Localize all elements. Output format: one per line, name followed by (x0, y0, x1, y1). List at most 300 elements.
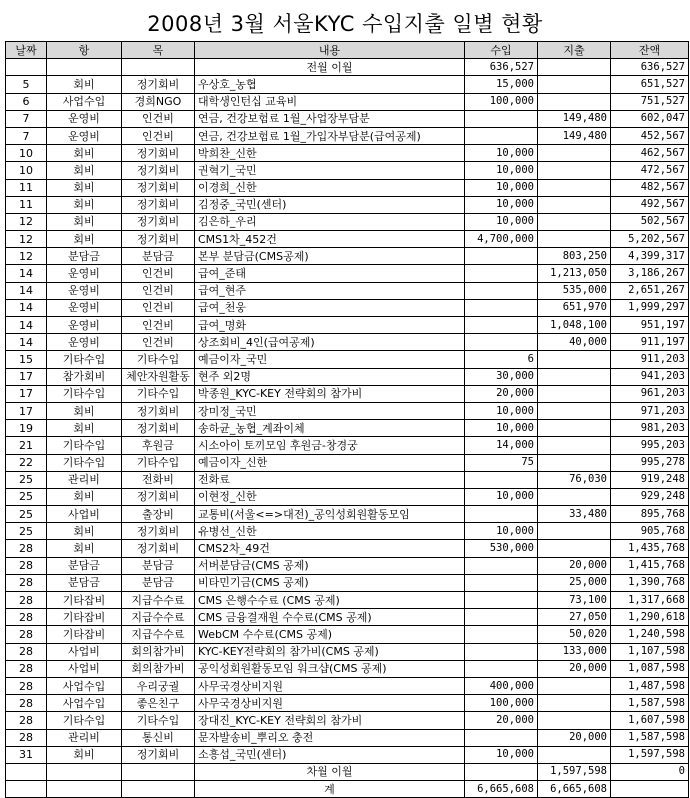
cell-hang: 사업수입 (47, 695, 122, 712)
cell-hang: 회비 (47, 231, 122, 248)
carryover-balance: 0 (611, 763, 689, 780)
table-row (6, 677, 689, 694)
cell-hang: 회비 (47, 162, 122, 179)
cell-mok: 인건비 (122, 282, 195, 299)
cell-hang: 사업수입 (47, 677, 122, 694)
cell-income: 10,000 (465, 420, 538, 437)
cell-date: 17 (6, 385, 47, 402)
cell-date: 14 (6, 334, 47, 351)
cell-date: 28 (6, 643, 47, 660)
cell-balance: 1,240,598 (611, 626, 689, 643)
table-row (6, 420, 689, 437)
cell-expense: 149,480 (538, 127, 611, 144)
cell-expense (538, 368, 611, 385)
cell-mok: 출장비 (122, 506, 195, 523)
cell-date: 10 (6, 145, 47, 162)
cell-balance: 911,197 (611, 334, 689, 351)
cell-balance: 995,278 (611, 454, 689, 471)
cell-mok: 분담금 (122, 557, 195, 574)
cell-mok: 회의참가비 (122, 660, 195, 677)
cell-balance: 1,290,618 (611, 609, 689, 626)
cell-hang: 회비 (47, 179, 122, 196)
cell-description: 전화료 (195, 471, 465, 488)
cell-date: 12 (6, 213, 47, 230)
cell-date: 7 (6, 110, 47, 127)
cell-mok: 정기회비 (122, 196, 195, 213)
cell-hang: 회비 (47, 213, 122, 230)
cell-balance: 452,567 (611, 127, 689, 144)
cell-mok: 분담금 (122, 574, 195, 591)
table-row (6, 609, 689, 626)
table-row (6, 660, 689, 677)
cell-income: 6 (465, 351, 538, 368)
cell-description: 급여_천웅 (195, 299, 465, 316)
cell-mok: 우리궁궐 (122, 677, 195, 694)
cell-date: 19 (6, 420, 47, 437)
cell-expense (538, 454, 611, 471)
cell-hang: 기타수입 (47, 454, 122, 471)
cell-expense: 33,480 (538, 506, 611, 523)
cell-income: 10,000 (465, 523, 538, 540)
cell-expense: 133,000 (538, 643, 611, 660)
cell-date: 5 (6, 76, 47, 93)
cell-income: 10,000 (465, 402, 538, 419)
cell-mok: 인건비 (122, 110, 195, 127)
cell-balance: 651,527 (611, 76, 689, 93)
cell-hang: 기타잡비 (47, 609, 122, 626)
cell-income: 14,000 (465, 437, 538, 454)
cell-date: 28 (6, 557, 47, 574)
opening-balance-row (6, 59, 689, 76)
cell-description: CMS1차_452건 (195, 231, 465, 248)
table-row (6, 471, 689, 488)
cell-date: 28 (6, 609, 47, 626)
cell-date: 12 (6, 248, 47, 265)
cell-balance: 1,587,598 (611, 695, 689, 712)
table-row (6, 265, 689, 282)
cell-balance: 971,203 (611, 402, 689, 419)
cell-balance: 905,768 (611, 523, 689, 540)
cell-income: 75 (465, 454, 538, 471)
cell-expense: 20,000 (538, 557, 611, 574)
cell-mok: 정기회비 (122, 231, 195, 248)
header-income: 수입 (465, 42, 538, 59)
cell-mok: 지급수수료 (122, 609, 195, 626)
cell-balance: 4,399,317 (611, 248, 689, 265)
cell-expense (538, 76, 611, 93)
cell-balance: 911,203 (611, 351, 689, 368)
cell-balance: 502,567 (611, 213, 689, 230)
cell-date: 12 (6, 231, 47, 248)
table-row (6, 351, 689, 368)
cell-description: 예금이자_신한 (195, 454, 465, 471)
table-row (6, 317, 689, 334)
cell-date: 6 (6, 93, 47, 110)
cell-income: 10,000 (465, 488, 538, 505)
ledger-table (5, 41, 689, 798)
cell-balance: 941,203 (611, 368, 689, 385)
cell-expense (538, 145, 611, 162)
cell-mok: 체안자원활동 (122, 368, 195, 385)
cell-income (465, 574, 538, 591)
cell-expense (538, 213, 611, 230)
cell-income: 530,000 (465, 540, 538, 557)
cell-date: 31 (6, 746, 47, 763)
table-row (6, 145, 689, 162)
cell-hang: 사업수입 (47, 93, 122, 110)
cell-balance: 1,587,598 (611, 729, 689, 746)
cell-income (465, 299, 538, 316)
cell-balance: 951,197 (611, 317, 689, 334)
cell-income: 10,000 (465, 213, 538, 230)
cell-balance: 482,567 (611, 179, 689, 196)
cell-balance: 462,567 (611, 145, 689, 162)
cell-mok: 경희NGO (122, 93, 195, 110)
table-row (6, 179, 689, 196)
cell-expense: 50,020 (538, 626, 611, 643)
header-balance: 잔액 (611, 42, 689, 59)
table-row (6, 729, 689, 746)
cell-mok: 전화비 (122, 471, 195, 488)
cell-expense (538, 488, 611, 505)
cell-description: 이현정_신한 (195, 488, 465, 505)
cell-hang: 회비 (47, 196, 122, 213)
cell-hang: 사업비 (47, 660, 122, 677)
cell-description: 이경희_신한 (195, 179, 465, 196)
table-row (6, 248, 689, 265)
cell-mok: 후원금 (122, 437, 195, 454)
cell-mok: 인건비 (122, 317, 195, 334)
cell-income (465, 626, 538, 643)
table-row (6, 402, 689, 419)
cell-income: 10,000 (465, 145, 538, 162)
cell-expense (538, 677, 611, 694)
cell-balance: 995,203 (611, 437, 689, 454)
table-row (6, 695, 689, 712)
cell-description: 현주 외2명 (195, 368, 465, 385)
cell-date: 28 (6, 729, 47, 746)
cell-hang: 기타수입 (47, 385, 122, 402)
table-row (6, 626, 689, 643)
cell-expense (538, 93, 611, 110)
table-row (6, 454, 689, 471)
cell-mok: 좋은친구 (122, 695, 195, 712)
cell-income (465, 110, 538, 127)
table-row (6, 540, 689, 557)
cell-description: 공익성회원활동모임 워크샵(CMS 공제) (195, 660, 465, 677)
cell-balance: 1,415,768 (611, 557, 689, 574)
cell-income (465, 248, 538, 265)
cell-income (465, 592, 538, 609)
cell-expense: 25,000 (538, 574, 611, 591)
cell-description: 김은하_우리 (195, 213, 465, 230)
cell-date: 17 (6, 368, 47, 385)
cell-description: 급여_명화 (195, 317, 465, 334)
header-row (6, 42, 689, 59)
cell-date: 25 (6, 488, 47, 505)
cell-income: 100,000 (465, 93, 538, 110)
cell-income (465, 265, 538, 282)
cell-mok: 정기회비 (122, 488, 195, 505)
cell-mok: 인건비 (122, 127, 195, 144)
cell-balance: 3,186,267 (611, 265, 689, 282)
cell-balance: 919,248 (611, 471, 689, 488)
cell-description: 박희찬_신한 (195, 145, 465, 162)
cell-expense: 651,970 (538, 299, 611, 316)
cell-hang: 운영비 (47, 127, 122, 144)
opening-label: 전월 이월 (195, 59, 465, 76)
table-row (6, 523, 689, 540)
cell-description: CMS2차_49건 (195, 540, 465, 557)
total-row (6, 781, 689, 798)
cell-description: 송하균_농협_계좌이체 (195, 420, 465, 437)
cell-date: 21 (6, 437, 47, 454)
carryover-expense: 1,597,598 (538, 763, 611, 780)
header-date: 날짜 (6, 42, 47, 59)
cell-expense: 149,480 (538, 110, 611, 127)
cell-date: 28 (6, 626, 47, 643)
cell-balance: 1,435,768 (611, 540, 689, 557)
cell-hang: 참가회비 (47, 368, 122, 385)
page-title: 2008년 3월 서울KYC 수입지출 일별 현황 (147, 12, 543, 36)
cell-expense (538, 420, 611, 437)
cell-hang: 회비 (47, 488, 122, 505)
cell-date: 7 (6, 127, 47, 144)
table-row (6, 162, 689, 179)
cell-balance: 929,248 (611, 488, 689, 505)
cell-hang: 회비 (47, 145, 122, 162)
cell-date: 28 (6, 574, 47, 591)
cell-income (465, 317, 538, 334)
cell-date: 28 (6, 677, 47, 694)
header-description: 내용 (195, 42, 465, 59)
header-mok: 목 (122, 42, 195, 59)
cell-balance: 1,487,598 (611, 677, 689, 694)
cell-expense: 76,030 (538, 471, 611, 488)
cell-description: 급여_준태 (195, 265, 465, 282)
cell-hang: 사업비 (47, 506, 122, 523)
cell-balance: 5,202,567 (611, 231, 689, 248)
cell-expense: 803,250 (538, 248, 611, 265)
cell-date: 17 (6, 402, 47, 419)
cell-balance: 961,203 (611, 385, 689, 402)
header-hang: 항 (47, 42, 122, 59)
cell-date: 28 (6, 592, 47, 609)
cell-mok: 지급수수료 (122, 626, 195, 643)
cell-hang: 회비 (47, 420, 122, 437)
cell-income: 10,000 (465, 179, 538, 196)
cell-description: 우상호_농협 (195, 76, 465, 93)
cell-mok: 기타수입 (122, 712, 195, 729)
cell-hang: 사업비 (47, 643, 122, 660)
cell-expense (538, 712, 611, 729)
opening-income: 636,527 (465, 59, 538, 76)
table-row (6, 385, 689, 402)
cell-mok: 정기회비 (122, 746, 195, 763)
cell-expense (538, 523, 611, 540)
cell-description: 연금, 건강보험료 1월_사업장부담분 (195, 110, 465, 127)
cell-hang: 회비 (47, 76, 122, 93)
cell-description: 김정중_국민(센터) (195, 196, 465, 213)
cell-hang: 운영비 (47, 299, 122, 316)
table-row (6, 93, 689, 110)
cell-description: 유병선_신한 (195, 523, 465, 540)
table-row (6, 334, 689, 351)
cell-hang: 분담금 (47, 574, 122, 591)
cell-expense: 27,050 (538, 609, 611, 626)
cell-date: 28 (6, 540, 47, 557)
cell-balance: 1,317,668 (611, 592, 689, 609)
total-label: 계 (195, 781, 465, 798)
cell-balance: 1,597,598 (611, 746, 689, 763)
cell-balance: 981,203 (611, 420, 689, 437)
carryover-row (6, 763, 689, 780)
cell-description: WebCM 수수료(CMS 공제) (195, 626, 465, 643)
cell-description: 박종원_KYC-KEY 전략회의 참가비 (195, 385, 465, 402)
cell-description: 소흥섭_국민(센터) (195, 746, 465, 763)
cell-expense (538, 746, 611, 763)
cell-expense (538, 231, 611, 248)
cell-description: 상조회비_4인(급여공제) (195, 334, 465, 351)
cell-income: 20,000 (465, 712, 538, 729)
cell-balance: 602,047 (611, 110, 689, 127)
cell-hang: 회비 (47, 523, 122, 540)
cell-description: 예금이자_국민 (195, 351, 465, 368)
cell-hang: 기타수입 (47, 351, 122, 368)
cell-hang: 운영비 (47, 110, 122, 127)
table-row (6, 643, 689, 660)
table-row (6, 437, 689, 454)
cell-date: 14 (6, 317, 47, 334)
total-income: 6,665,608 (465, 781, 538, 798)
cell-description: 장미정_국민 (195, 402, 465, 419)
table-row (6, 282, 689, 299)
cell-income (465, 471, 538, 488)
cell-mok: 기타수입 (122, 351, 195, 368)
cell-expense: 1,048,100 (538, 317, 611, 334)
cell-income (465, 506, 538, 523)
cell-income (465, 643, 538, 660)
cell-balance: 1,999,297 (611, 299, 689, 316)
cell-mok: 정기회비 (122, 179, 195, 196)
cell-hang: 기타잡비 (47, 626, 122, 643)
cell-expense: 20,000 (538, 729, 611, 746)
cell-income: 20,000 (465, 385, 538, 402)
cell-balance: 895,768 (611, 506, 689, 523)
cell-income (465, 609, 538, 626)
table-row (6, 746, 689, 763)
table-row (6, 506, 689, 523)
cell-income: 15,000 (465, 76, 538, 93)
cell-date: 14 (6, 265, 47, 282)
cell-date: 10 (6, 162, 47, 179)
cell-expense (538, 162, 611, 179)
cell-income (465, 334, 538, 351)
table-row (6, 488, 689, 505)
cell-income (465, 282, 538, 299)
cell-hang: 분담금 (47, 557, 122, 574)
cell-expense: 535,000 (538, 282, 611, 299)
cell-balance: 751,527 (611, 93, 689, 110)
cell-income: 10,000 (465, 746, 538, 763)
cell-expense (538, 385, 611, 402)
cell-balance: 1,390,768 (611, 574, 689, 591)
cell-mok: 회의참가비 (122, 643, 195, 660)
cell-description: 교통비(서울<=>대전)_공익성회원활동모임 (195, 506, 465, 523)
cell-balance: 472,567 (611, 162, 689, 179)
cell-description: CMS 은행수수료 (CMS 공제) (195, 592, 465, 609)
cell-income (465, 557, 538, 574)
cell-hang: 운영비 (47, 282, 122, 299)
cell-date: 11 (6, 179, 47, 196)
cell-expense: 1,213,050 (538, 265, 611, 282)
cell-expense (538, 695, 611, 712)
table-row (6, 299, 689, 316)
cell-expense (538, 179, 611, 196)
cell-description: 시소아이 토끼모임 후원금-창경궁 (195, 437, 465, 454)
cell-mok: 정기회비 (122, 402, 195, 419)
cell-date: 11 (6, 196, 47, 213)
cell-mok: 통신비 (122, 729, 195, 746)
cell-mok: 정기회비 (122, 145, 195, 162)
cell-income: 100,000 (465, 695, 538, 712)
table-row (6, 592, 689, 609)
cell-hang: 기타수입 (47, 437, 122, 454)
cell-description: 장대진_KYC-KEY 전략회의 참가비 (195, 712, 465, 729)
cell-mok: 인건비 (122, 299, 195, 316)
cell-balance: 2,651,267 (611, 282, 689, 299)
cell-hang: 기타수입 (47, 712, 122, 729)
cell-income: 10,000 (465, 162, 538, 179)
cell-date: 25 (6, 523, 47, 540)
cell-mok: 기타수입 (122, 385, 195, 402)
cell-expense (538, 196, 611, 213)
cell-hang: 회비 (47, 540, 122, 557)
table-row (6, 213, 689, 230)
table-row (6, 231, 689, 248)
cell-expense (538, 402, 611, 419)
cell-income: 400,000 (465, 677, 538, 694)
cell-hang: 운영비 (47, 317, 122, 334)
cell-hang: 회비 (47, 402, 122, 419)
cell-income (465, 729, 538, 746)
cell-mok: 정기회비 (122, 213, 195, 230)
cell-description: 서버분담금(CMS 공제) (195, 557, 465, 574)
cell-balance: 1,107,598 (611, 643, 689, 660)
cell-mok: 정기회비 (122, 76, 195, 93)
cell-description: 문자발송비_뿌리오 충전 (195, 729, 465, 746)
cell-description: 대학생인턴십 교육비 (195, 93, 465, 110)
table-row (6, 110, 689, 127)
table-row (6, 368, 689, 385)
cell-balance: 1,607,598 (611, 712, 689, 729)
cell-date: 25 (6, 506, 47, 523)
cell-date: 25 (6, 471, 47, 488)
cell-hang: 회비 (47, 746, 122, 763)
cell-mok: 기타수입 (122, 454, 195, 471)
header-expense: 지출 (538, 42, 611, 59)
cell-expense: 73,100 (538, 592, 611, 609)
cell-date: 15 (6, 351, 47, 368)
cell-date: 14 (6, 299, 47, 316)
cell-hang: 기타잡비 (47, 592, 122, 609)
cell-expense: 20,000 (538, 660, 611, 677)
cell-mok: 정기회비 (122, 540, 195, 557)
cell-description: CMS 금융결재원 수수료(CMS 공제) (195, 609, 465, 626)
cell-mok: 정기회비 (122, 523, 195, 540)
cell-hang: 분담금 (47, 248, 122, 265)
cell-income: 10,000 (465, 196, 538, 213)
